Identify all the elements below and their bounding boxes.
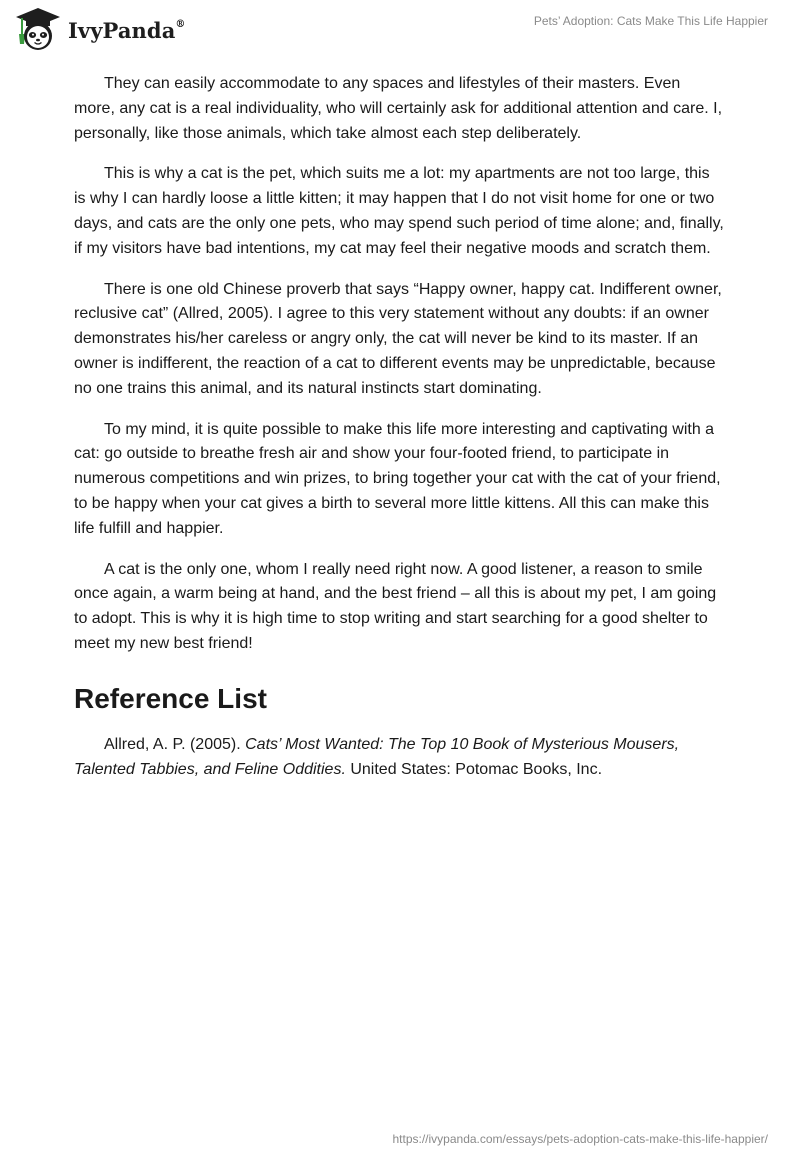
reference-list-heading: Reference List <box>74 682 267 714</box>
registered-mark: ® <box>175 18 186 30</box>
logo-wordmark: IvyPanda <box>68 17 176 43</box>
logo-text <box>68 18 186 43</box>
paragraph: This is why a cat is the pet, which suits me a lot: my apartments are not too large, this is why I can hardly loose a little kitten; it may happen that I do not visit home for one or two days, and cats are the only one pets, who may spend such period of time alone; and, finally, if my visitors have bad intentions, my cat may feel their negative moods and scratch them. <box>74 165 724 257</box>
paragraph: A cat is the only one, whom I really need right now. A good listener, a reason to smile once again, a warm being at hand, and the best friend – all this is about my pet, I am going to adopt. This is why it is high time to stop writing and start searching for a good shelter to meet my new best friend! <box>74 560 717 652</box>
paragraph: There is one old Chinese proverb that says “Happy owner, happy cat. Indifferent owner, reclusive cat” (Allred, 2005). I agree to this very statement without any doubts: if an owner demonstrates his/her careless or angry only, the cat will never be kind to its master. If an owner is indifferent, the reaction of a cat to different events may be unpredictable, because no one trains this animal, and its natural instincts start dominating. <box>74 280 722 397</box>
essay-body <box>74 72 724 782</box>
paragraph: To my mind, it is quite possible to make this life more interesting and captivating with a cat: go outside to breathe fresh air and show your four-footed friend, to participate in numerous competitions and win prizes, to bring together your cat with the cat of your friend, to be happy when your cat gives a birth to several more little kittens. All this can make this life fulfill and happier. <box>74 420 721 537</box>
source-url-link[interactable]: https://ivypanda.com/essays/pets-adoption-cats-make-this-life-happier/ <box>392 1132 768 1146</box>
paragraph: They can easily accommodate to any spaces and lifestyles of their masters. Even more, any cat is a real individuality, who will certainly ask for additional attention and care. I, personally, like those animals, which take almost each step deliberately. <box>74 75 723 142</box>
document-title: Pets’ Adoption: Cats Make This Life Happier <box>533 14 768 28</box>
reference-entry <box>74 733 724 783</box>
ivypanda-logo[interactable] <box>14 6 186 52</box>
panda-graduate-icon <box>14 6 62 52</box>
reference-publisher: United States: Potomac Books, Inc. <box>345 760 603 778</box>
reference-title: Cats’ Most Wanted: The Top 10 Book of Mysterious Mousers, Talented Tabbies, and Feline Oddities. <box>74 735 680 778</box>
page-header <box>0 0 800 60</box>
reference-author: Allred, A. P. (2005). <box>104 735 246 753</box>
